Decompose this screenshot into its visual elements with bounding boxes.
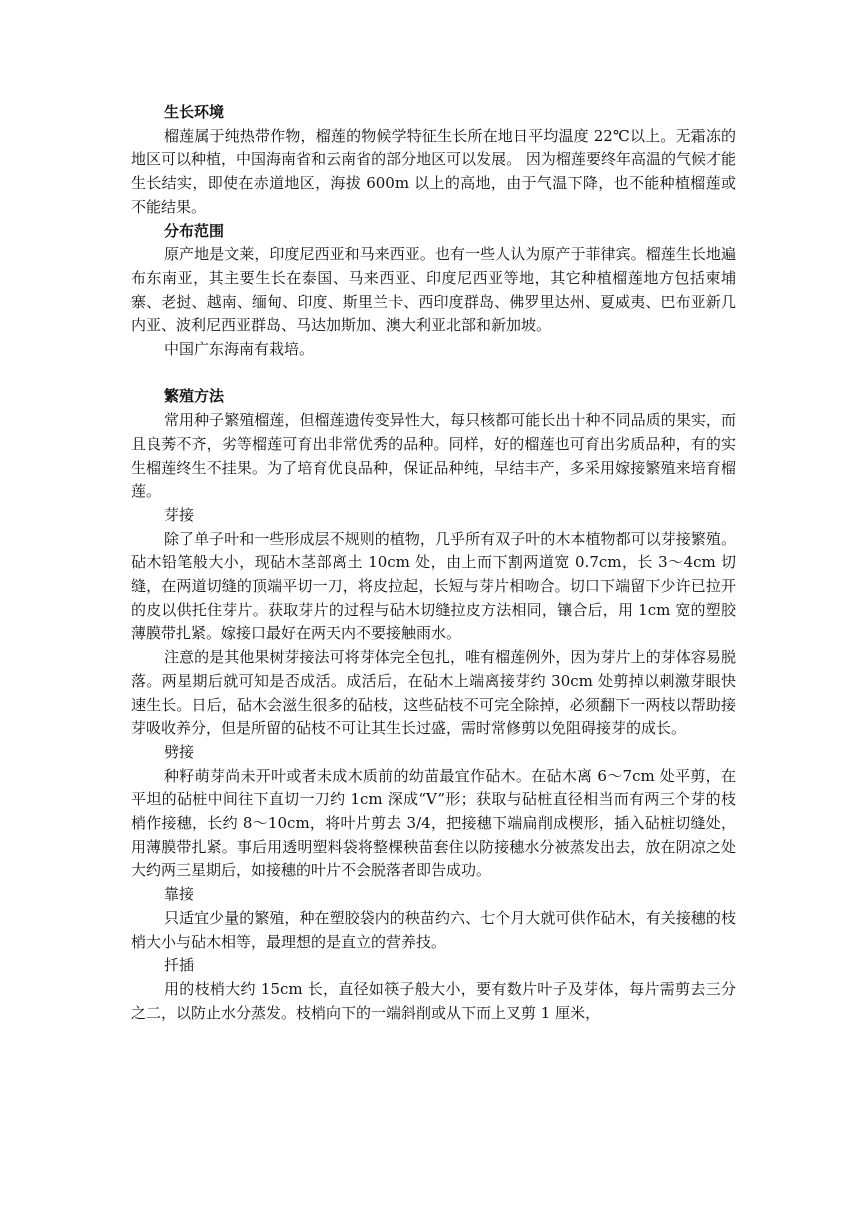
document-page — [131, 101, 736, 1025]
paragraph-bud-grafting-1: 除了单子叶和一些形成层不规则的植物，几乎所有双子叶的木本植物都可以芽接繁殖。砧木铅笔般大小，现砧木茎部离土 10cm 处，由上而下割两道宽 0.7cm，长 3～4cm 切缝，在两道切缝的顶端平切一刀，将皮拉起，长短与芽片相吻合。切口下端留下少许已拉开的皮以供托住芽片。获取芽片的过程与砧木切缝拉皮方法相同，镶合后，用 1cm 宽的塑胶薄膜带扎紧。嫁接口最好在两天内不要接触雨水。 — [131, 529, 736, 643]
subheading-approach-grafting: 靠接 — [164, 885, 195, 904]
section-heading-growth-environment: 生长环境 — [164, 103, 225, 121]
subheading-bud-grafting: 芽接 — [164, 505, 195, 524]
paragraph-bud-grafting-2: 注意的是其他果树芽接法可将芽体完全包扎，唯有榴莲例外，因为芽片上的芽体容易脱落。两星期后就可知是否成活。成活后，在砧木上端离接芽约 30cm 处剪掉以刺激芽眼快速生长。日后，砧木会滋生很多的砧枝，这些砧枝不可完全除掉，必须翻下一两枝以帮助接芽吸收养分，但是所留的砧枝不可让其生长过盛，需时常修剪以免阻碍接芽的成长。 — [131, 648, 736, 738]
section-heading-distribution: 分布范围 — [164, 221, 225, 240]
paragraph-cleft-grafting: 种籽萌芽尚未开叶或者未成木质前的幼苗最宜作砧木。在砧木离 6～7cm 处平剪，在平坦的砧桩中间往下直切一刀约 1cm 深成“V”形；获取与砧桩直径相当而有两三个芽的枝梢作接穗，长约 8～10cm，将叶片剪去 3/4，把接穗下端扁削成楔形，插入砧桩切缝处，用薄膜带扎紧。事后用透明塑料袋将整棵秧苗套住以防接穗水分被蒸发出去，放在阴凉之处大约两三星期后，如接穗的叶片不会脱落者即告成功。 — [131, 766, 736, 880]
paragraph-approach-grafting: 只适宜少量的繁殖，种在塑胶袋内的秧苗约六、七个月大就可供作砧木，有关接穗的枝梢大小与砧木相等，最理想的是直立的营养技。 — [131, 908, 736, 951]
paragraph-cutting: 用的枝梢大约 15cm 长，直径如筷子般大小，要有数片叶子及芽体，每片需剪去三分之二，以防止水分蒸发。枝梢向下的一端斜削或从下而上叉剪 1 厘米， — [131, 980, 736, 1022]
paragraph-distribution-china: 中国广东海南有栽培。 — [164, 340, 315, 359]
blank-line — [131, 362, 736, 386]
section-heading-propagation: 繁殖方法 — [164, 387, 225, 406]
paragraph-growth-environment: 榴莲属于纯热带作物，榴莲的物候学特征生长所在地日平均温度 22℃以上。无霜冻的地区可以种植，中国海南省和云南省的部分地区可以发展。 因为榴莲要终年高温的气候才能生长结实，即使在赤道地区，海拔 600m 以上的高地，由于气温下降，也不能种植榴莲或不能结果。 — [131, 126, 736, 216]
paragraph-propagation-intro: 常用种子繁殖榴莲，但榴莲遗传变异性大，每只核都可能长出十种不同品质的果实，而且良莠不齐，劣等榴莲可育出非常优秀的品种。同样，好的榴莲也可育出劣质品种，有的实生榴莲终生不挂果。为了培育优良品种，保证品种纯，早结丰产，多采用嫁接繁殖来培育榴莲。 — [131, 411, 736, 501]
subheading-cleft-grafting: 劈接 — [164, 742, 195, 761]
paragraph-distribution: 原产地是文莱，印度尼西亚和马来西亚。也有一些人认为原产于菲律宾。榴莲生长地遍布东南亚，其主要生长在泰国、马来西亚、印度尼西亚等地，其它种植榴莲地方包括柬埔寨、老挝、越南、缅甸、印度、斯里兰卡、西印度群岛、佛罗里达州、夏威夷、巴布亚新几内亚、波利尼西亚群岛、马达加斯加、澳大利亚北部和新加坡。 — [131, 245, 736, 335]
subheading-cutting: 扦插 — [164, 956, 195, 975]
